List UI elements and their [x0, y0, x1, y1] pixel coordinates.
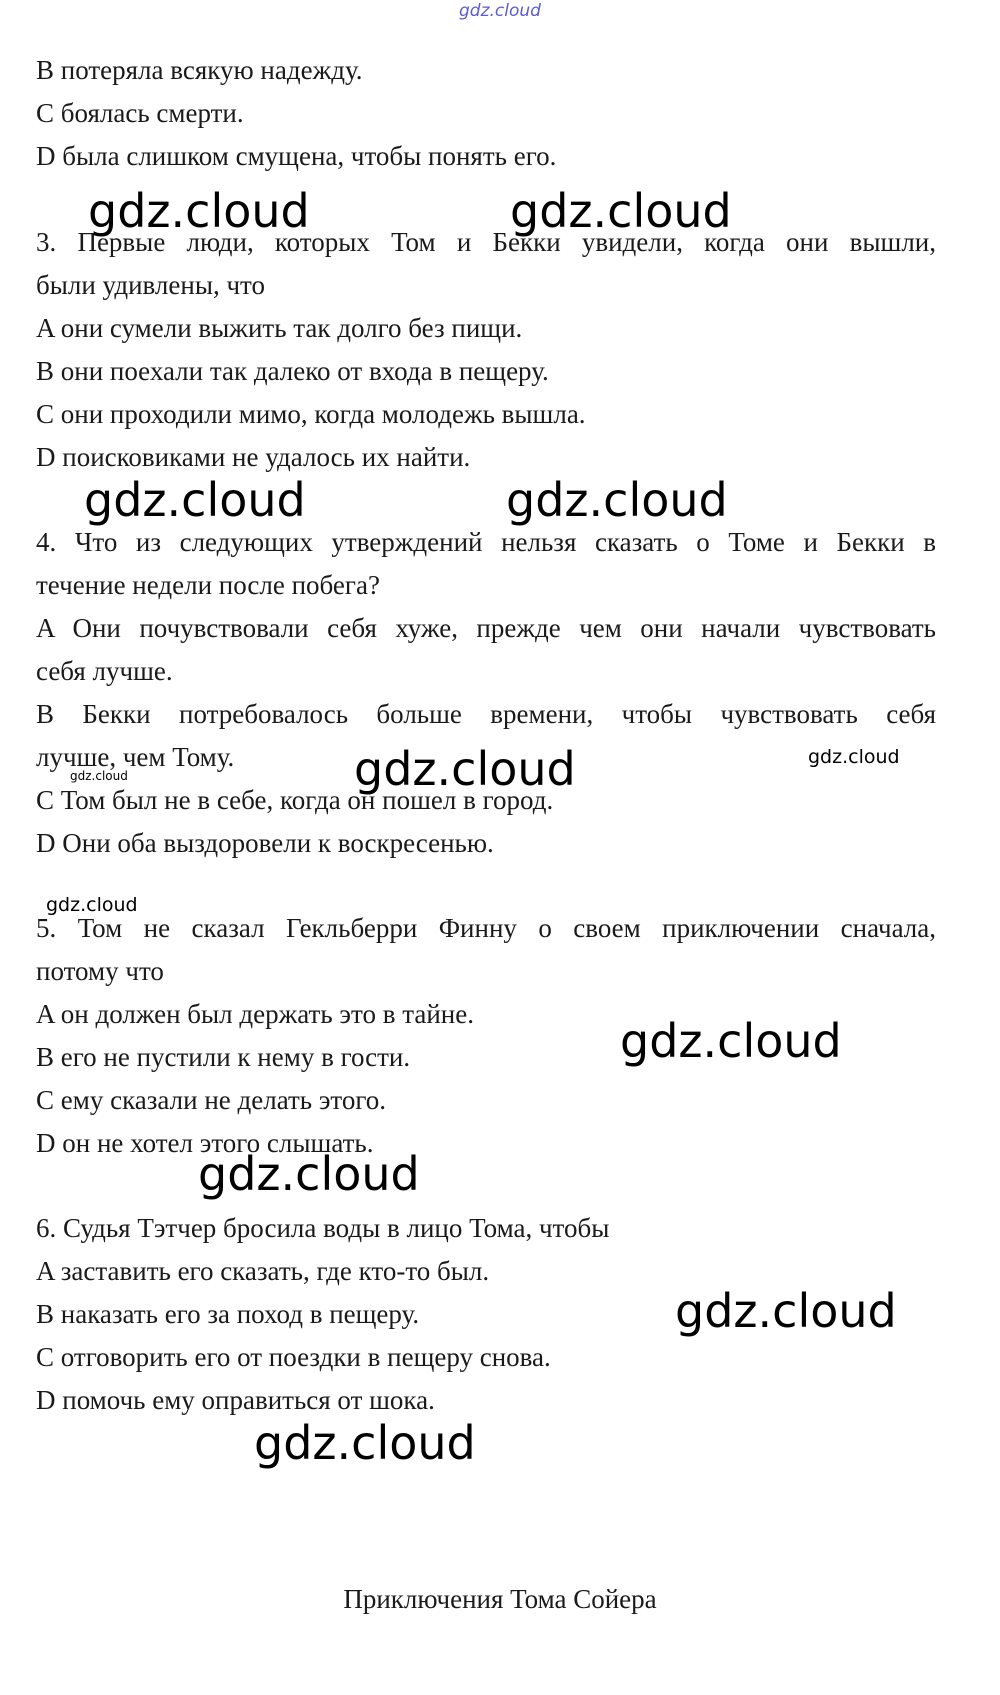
watermark-tiny: gdz.cloud: [70, 769, 128, 783]
answer-line: A Они почувствовали себя хуже, прежде чем они начали чувствовать: [36, 613, 936, 643]
answer-line: A заставить его сказать, где кто-то был.: [36, 1256, 490, 1286]
watermark: gdz.cloud: [506, 473, 728, 527]
watermark-small: gdz.cloud: [808, 746, 900, 768]
answer-line: себя лучше.: [36, 656, 173, 686]
watermark: gdz.cloud: [84, 473, 306, 527]
watermark: gdz.cloud: [354, 742, 576, 796]
answer-line: B наказать его за поход в пещеру.: [36, 1299, 420, 1329]
answer-line: C боялась смерти.: [36, 98, 244, 128]
question-line: 3. Первые люди, которых Том и Бекки увидели, когда они вышли,: [36, 227, 936, 257]
page-footer-title: Приключения Тома Сойера: [343, 1584, 657, 1614]
watermark-small: gdz.cloud: [46, 894, 138, 916]
answer-line: B потеряла всякую надежду.: [36, 55, 363, 85]
answer-line: D он не хотел этого слышать.: [36, 1128, 374, 1158]
answer-line: C они проходили мимо, когда молодежь вышла.: [36, 399, 586, 429]
answer-line: A они сумели выжить так долго без пищи.: [36, 313, 523, 343]
answer-line: C Том был не в себе, когда он пошел в город.: [36, 785, 554, 815]
watermark: gdz.cloud: [254, 1416, 476, 1470]
answer-line: B они поехали так далеко от входа в пещеру.: [36, 356, 549, 386]
answer-line: B его не пустили к нему в гости.: [36, 1042, 411, 1072]
question-line: потому что: [36, 956, 164, 986]
question-line: течение недели после побега?: [36, 570, 380, 600]
answer-line: лучше, чем Тому.: [36, 742, 235, 772]
watermark: gdz.cloud: [510, 184, 732, 238]
question-line: 5. Том не сказал Гекльберри Финну о своем приключении сначала,: [36, 913, 936, 943]
answer-line: D поисковиками не удалось их найти.: [36, 442, 471, 472]
watermark: gdz.cloud: [88, 184, 310, 238]
answer-line: B Бекки потребовалось больше времени, чтобы чувствовать себя: [36, 699, 936, 729]
answer-line: C отговорить его от поездки в пещеру снова.: [36, 1342, 551, 1372]
question-line: 6. Судья Тэтчер бросила воды в лицо Тома, чтобы: [36, 1213, 610, 1243]
watermark: gdz.cloud: [620, 1014, 842, 1068]
answer-line: C ему сказали не делать этого.: [36, 1085, 387, 1115]
answer-line: D Они оба выздоровели к воскресенью.: [36, 828, 494, 858]
answer-line: D была слишком смущена, чтобы понять его.: [36, 141, 557, 171]
watermark: gdz.cloud: [198, 1147, 420, 1201]
watermark: gdz.cloud: [675, 1284, 897, 1338]
answer-line: A он должен был держать это в тайне.: [36, 999, 474, 1029]
question-line: были удивлены, что: [36, 270, 265, 300]
question-line: 4. Что из следующих утверждений нельзя сказать о Томе и Бекки в: [36, 527, 936, 557]
answer-line: D помочь ему оправиться от шока.: [36, 1385, 435, 1415]
header-watermark: gdz.cloud: [459, 1, 541, 21]
